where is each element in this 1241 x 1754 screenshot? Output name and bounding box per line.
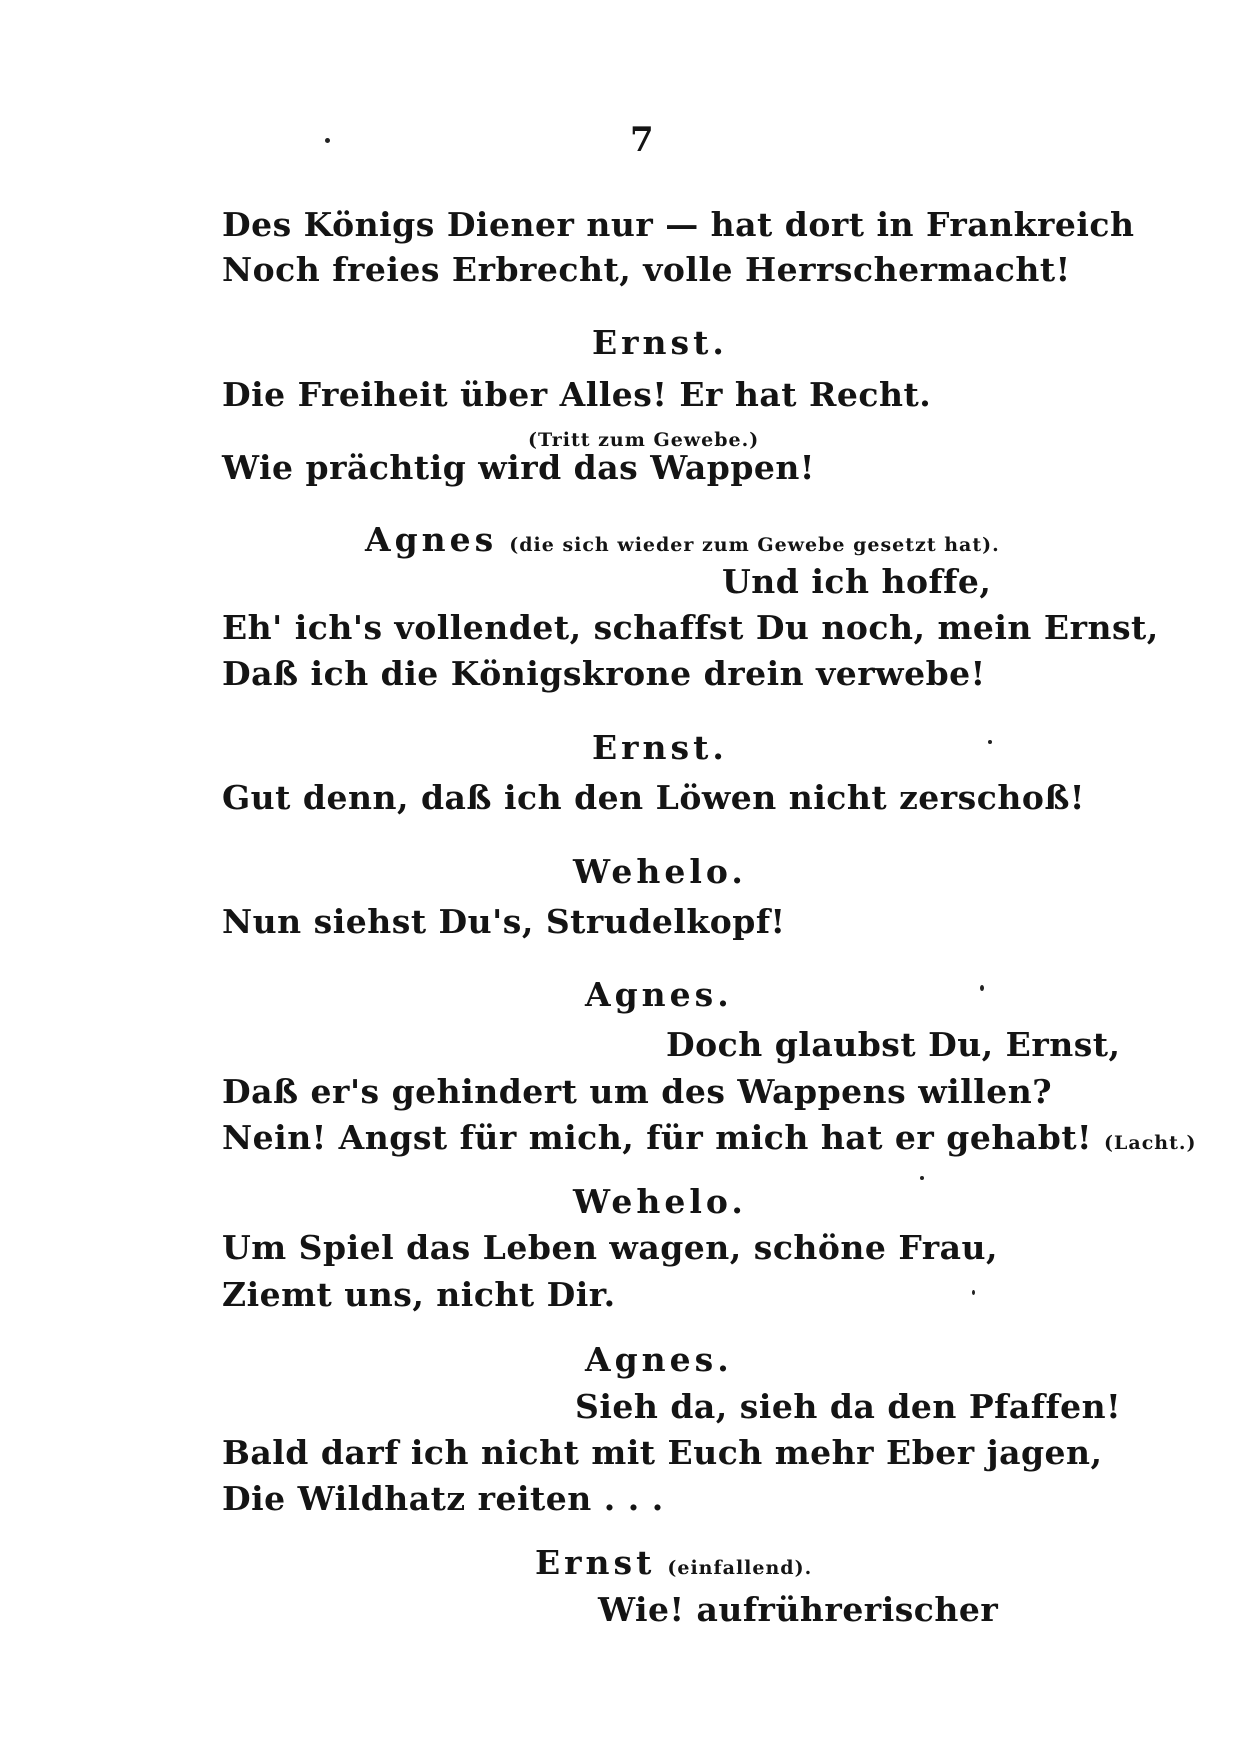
speaker-agnes-3: Agnes. [585, 1340, 733, 1379]
print-speck [325, 138, 330, 143]
stage-direction-2: (die sich wieder zum Gewebe gesetzt hat). [509, 534, 1000, 556]
speaker-wehelo-1: Wehelo. [573, 852, 747, 891]
stage-direction-1: (Tritt zum Gewebe.) [528, 429, 760, 451]
speaker-name: Ernst [535, 1543, 656, 1582]
stage-direction-4: (einfallend). [667, 1557, 813, 1579]
speaker-agnes-2: Agnes. [585, 975, 733, 1014]
speaker-ernst-1: Ernst. [592, 323, 728, 362]
verse-line-17: Die Wildhatz reiten . . . [222, 1479, 664, 1518]
verse-line-4: Wie prächtig wird das Wappen! [222, 448, 815, 487]
verse-line-5: Und ich hoffe, [722, 562, 992, 601]
verse-line-7: Daß ich die Königskrone drein verwebe! [222, 654, 986, 693]
verse-text: Nein! Angst für mich, für mich hat er gehabt! [222, 1118, 1093, 1157]
verse-line-2: Noch freies Erbrecht, volle Herrschermacht! [222, 250, 1071, 289]
verse-line-14: Ziemt uns, nicht Dir. [222, 1275, 616, 1314]
page-number: 7 [630, 120, 654, 160]
verse-line-10: Doch glaubst Du, Ernst, [666, 1025, 1121, 1064]
verse-line-3: Die Freiheit über Alles! Er hat Recht. [222, 375, 932, 414]
speaker-ernst-2: Ernst. [592, 728, 728, 767]
speaker-ernst-3 [535, 1543, 812, 1588]
verse-line-1: Des Königs Diener nur — hat dort in Frankreich [222, 205, 1135, 244]
verse-line-13: Um Spiel das Leben wagen, schöne Frau, [222, 1228, 999, 1267]
verse-line-15: Sieh da, sieh da den Pfaffen! [575, 1387, 1122, 1426]
verse-line-12 [222, 1118, 1196, 1163]
speaker-name: Agnes [365, 520, 498, 559]
print-speck [980, 985, 984, 991]
verse-line-8: Gut denn, daß ich den Löwen nicht zerschoß! [222, 778, 1085, 817]
speaker-agnes-1 [365, 520, 1000, 565]
verse-line-18: Wie! aufrührerischer [598, 1590, 999, 1629]
stage-direction-3: (Lacht.) [1104, 1132, 1197, 1154]
verse-line-9: Nun siehst Du's, Strudelkopf! [222, 902, 786, 941]
verse-line-11: Daß er's gehindert um des Wappens willen? [222, 1072, 1053, 1111]
print-speck [920, 1176, 924, 1180]
verse-line-16: Bald darf ich nicht mit Euch mehr Eber jagen, [222, 1433, 1103, 1472]
speaker-wehelo-2: Wehelo. [573, 1182, 747, 1221]
print-speck [988, 740, 992, 744]
verse-line-6: Eh' ich's vollendet, schaffst Du noch, mein Ernst, [222, 608, 1159, 647]
print-speck [972, 1290, 975, 1295]
